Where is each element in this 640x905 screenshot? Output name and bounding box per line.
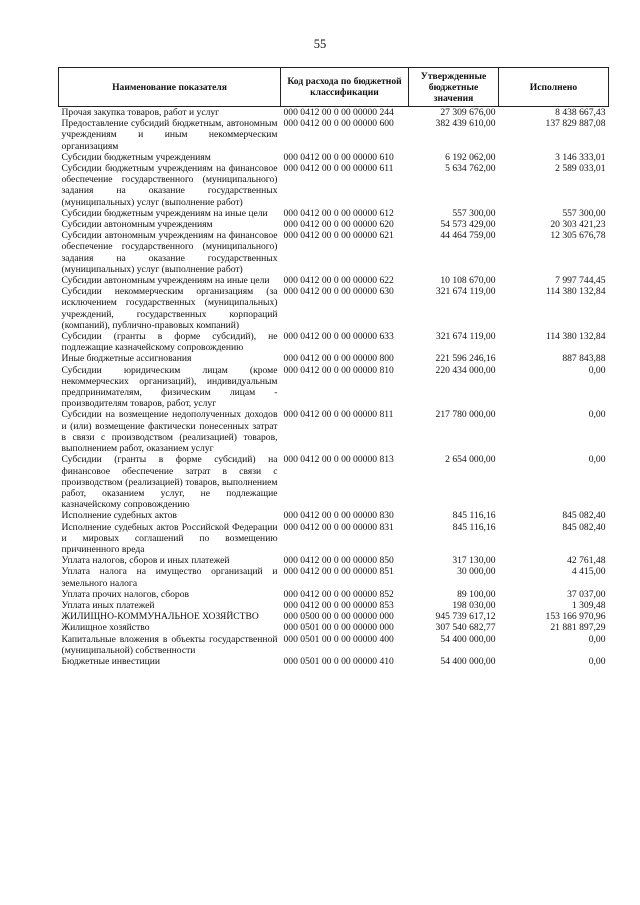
row-executed-value: 3 146 333,01 — [555, 151, 606, 163]
row-indicator-name: Уплата налога на имущество организаций и земельного налога — [61, 566, 278, 589]
table-row — [59, 611, 609, 622]
table-row — [59, 219, 609, 230]
row-indicator-name: Субсидии на возмещение недополученных доходов и (или) возмещение фактически понесенных затрат в связи с производством (реализацией) товаров, выполнением работ, оказанием услуг — [61, 409, 278, 455]
row-indicator-name: Субсидии юридическим лицам (кроме некоммерческих организаций), индивидуальным предпринимателям, физическим лицам - производителям товаров, работ, услуг — [61, 364, 278, 410]
row-approved-value: 220 434 000,00 — [435, 364, 496, 376]
row-approved-value: 845 116,16 — [452, 510, 496, 522]
row-indicator-name: Уплата иных платежей — [61, 599, 155, 611]
table-row — [59, 208, 609, 219]
row-budget-code: 000 0412 00 0 00 00000 831 — [283, 521, 394, 533]
table-row — [59, 107, 609, 119]
table-row — [59, 622, 609, 633]
row-executed-value: 42 761,48 — [567, 555, 606, 567]
row-budget-code: 000 0500 00 0 00 00000 000 — [283, 611, 394, 623]
row-budget-code: 000 0412 00 0 00 00000 810 — [283, 364, 394, 376]
table-row — [59, 555, 609, 566]
row-budget-code: 000 0412 00 0 00 00000 853 — [283, 599, 394, 611]
row-budget-code: 000 0412 00 0 00 00000 600 — [283, 118, 394, 130]
row-indicator-name: Уплата налогов, сборов и иных платежей — [61, 555, 230, 567]
table-row — [59, 454, 609, 510]
row-approved-value: 54 400 000,00 — [440, 633, 496, 645]
row-executed-value: 1 309,48 — [571, 599, 606, 611]
row-indicator-name: Исполнение судебных актов Российской Федерации и мировых соглашений по возмещению причиненного вреда — [61, 521, 278, 555]
row-executed-value: 845 082,40 — [562, 510, 606, 522]
row-budget-code: 000 0412 00 0 00 00000 621 — [283, 230, 394, 242]
table-row — [59, 118, 609, 152]
row-indicator-name: Субсидии бюджетным учреждениям на финансовое обеспечение государственного (муниципального) задания на оказание государственных (муниципальных) услуг (выполнение работ) — [61, 163, 278, 208]
row-approved-value: 5 634 762,00 — [445, 163, 496, 175]
row-approved-value: 317 130,00 — [452, 555, 496, 567]
row-approved-value: 217 780 000,00 — [435, 409, 496, 421]
header-budget-code: Код расхода по бюджетной классификации — [281, 68, 409, 107]
row-executed-value: 20 303 421,23 — [550, 219, 606, 231]
row-executed-value: 12 305 676,78 — [550, 230, 606, 242]
table-row — [59, 589, 609, 600]
table-row — [59, 566, 609, 588]
table-row — [59, 656, 609, 667]
row-budget-code: 000 0412 00 0 00 00000 610 — [283, 151, 394, 163]
row-approved-value: 54 400 000,00 — [440, 655, 496, 667]
row-executed-value: 21 881 897,29 — [550, 622, 606, 634]
row-budget-code: 000 0412 00 0 00 00000 611 — [283, 163, 394, 175]
row-indicator-name: Иные бюджетные ассигнования — [61, 353, 192, 365]
row-executed-value: 0,00 — [588, 655, 606, 667]
row-budget-code: 000 0412 00 0 00 00000 830 — [283, 510, 394, 522]
table-body — [59, 107, 609, 668]
row-executed-value: 4 415,00 — [571, 566, 606, 578]
row-approved-value: 30 000,00 — [457, 566, 496, 578]
table-row — [59, 634, 609, 656]
row-executed-value: 557 300,00 — [562, 207, 606, 219]
row-indicator-name: ЖИЛИЩНО-КОММУНАЛЬНОЕ ХОЗЯЙСТВО — [61, 611, 259, 623]
row-budget-code: 000 0412 00 0 00 00000 851 — [283, 566, 394, 578]
row-indicator-name: Субсидии бюджетным учреждениям — [61, 151, 211, 163]
row-executed-value: 0,00 — [588, 633, 606, 645]
row-executed-value: 137 829 887,08 — [545, 118, 606, 130]
row-budget-code: 000 0501 00 0 00 00000 410 — [283, 655, 394, 667]
row-indicator-name: Жилищное хозяйство — [61, 622, 150, 634]
row-budget-code: 000 0412 00 0 00 00000 622 — [283, 275, 394, 287]
row-approved-value: 27 309 676,00 — [440, 107, 496, 118]
row-executed-value: 887 843,88 — [562, 353, 606, 365]
row-budget-code: 000 0412 00 0 00 00000 633 — [283, 331, 394, 343]
row-indicator-name: Субсидии автономным учреждениям на иные цели — [61, 275, 270, 287]
row-approved-value: 382 439 610,00 — [435, 118, 496, 130]
row-indicator-name: Субсидии (гранты в форме субсидий), не подлежащие казначейскому сопровождению — [61, 331, 278, 354]
row-executed-value: 153 166 970,96 — [545, 611, 606, 623]
table-row — [59, 510, 609, 521]
row-indicator-name: Предоставление субсидий бюджетным, автономным учреждениям и иным некоммерческим организациям — [61, 118, 278, 152]
table-row — [59, 600, 609, 611]
row-approved-value: 221 596 246,16 — [435, 353, 496, 365]
row-approved-value: 945 739 617,12 — [435, 611, 496, 623]
row-budget-code: 000 0412 00 0 00 00000 244 — [283, 107, 394, 118]
row-approved-value: 10 108 670,00 — [440, 275, 496, 287]
row-approved-value: 198 030,00 — [452, 599, 496, 611]
row-budget-code: 000 0412 00 0 00 00000 630 — [283, 286, 394, 298]
row-executed-value: 8 438 667,43 — [555, 107, 606, 118]
row-indicator-name: Субсидии автономным учреждениям — [61, 219, 213, 231]
row-approved-value: 845 116,16 — [452, 521, 496, 533]
row-approved-value: 321 674 119,00 — [435, 331, 496, 343]
table-row — [59, 409, 609, 454]
row-budget-code: 000 0501 00 0 00 00000 000 — [283, 622, 394, 634]
row-indicator-name: Капитальные вложения в объекты государственной (муниципальной) собственности — [61, 633, 278, 656]
row-indicator-name: Субсидии (гранты в форме субсидий) на финансовое обеспечение затрат в связи с производством (реализацией) товаров, выполнением работ, оказанием услуг, не подлежащие казначейскому сопровождению — [61, 454, 278, 511]
row-approved-value: 54 573 429,00 — [440, 219, 496, 231]
row-budget-code: 000 0412 00 0 00 00000 850 — [283, 555, 394, 567]
table-header-row — [59, 68, 609, 107]
row-executed-value: 7 997 744,45 — [555, 275, 606, 287]
table-row — [59, 365, 609, 410]
row-approved-value: 44 464 759,00 — [440, 230, 496, 242]
table-row — [59, 522, 609, 556]
table-row — [59, 152, 609, 163]
header-approved-values: Утвержденные бюджетные значения — [409, 68, 499, 107]
row-approved-value: 321 674 119,00 — [435, 286, 496, 298]
row-indicator-name: Субсидии некоммерческим организациям (за исключением государственных (муниципальных) учреждений, государственных корпораций (компаний), публично-правовых компаний) — [61, 286, 278, 331]
row-approved-value: 6 192 062,00 — [445, 151, 496, 163]
header-executed: Исполнено — [499, 68, 609, 107]
row-executed-value: 37 037,00 — [567, 588, 606, 600]
row-indicator-name: Субсидии бюджетным учреждениям на иные цели — [61, 207, 268, 219]
table-row — [59, 163, 609, 208]
row-approved-value: 307 540 682,77 — [435, 622, 496, 634]
row-executed-value: 114 380 132,84 — [545, 286, 606, 298]
table-row — [59, 353, 609, 364]
row-indicator-name: Бюджетные инвестиции — [61, 655, 160, 667]
row-indicator-name: Прочая закупка товаров, работ и услуг — [61, 107, 220, 118]
header-indicator-name: Наименование показателя — [59, 68, 281, 107]
table-row — [59, 275, 609, 286]
row-executed-value: 114 380 132,84 — [545, 331, 606, 343]
table-row — [59, 331, 609, 353]
row-executed-value: 0,00 — [588, 454, 606, 466]
row-approved-value: 557 300,00 — [452, 207, 496, 219]
page-number: 55 — [313, 37, 327, 51]
row-executed-value: 845 082,40 — [562, 521, 606, 533]
row-indicator-name: Субсидии автономным учреждениям на финансовое обеспечение государственного (муниципального) задания на оказание государственных (муниципальных) услуг (выполнение работ) — [61, 230, 278, 275]
row-budget-code: 000 0412 00 0 00 00000 620 — [283, 219, 394, 231]
row-budget-code: 000 0501 00 0 00 00000 400 — [283, 633, 394, 645]
table-row — [59, 230, 609, 275]
row-indicator-name: Уплата прочих налогов, сборов — [61, 588, 190, 600]
row-indicator-name: Исполнение судебных актов — [61, 510, 177, 522]
table-row — [59, 286, 609, 331]
budget-execution-table — [58, 67, 609, 667]
row-budget-code: 000 0412 00 0 00 00000 800 — [283, 353, 394, 365]
row-budget-code: 000 0412 00 0 00 00000 612 — [283, 207, 394, 219]
row-budget-code: 000 0412 00 0 00 00000 811 — [283, 409, 394, 421]
row-budget-code: 000 0412 00 0 00 00000 852 — [283, 588, 394, 600]
row-executed-value: 2 589 033,01 — [555, 163, 606, 175]
row-approved-value: 89 100,00 — [457, 588, 496, 600]
row-budget-code: 000 0412 00 0 00 00000 813 — [283, 454, 394, 466]
row-executed-value: 0,00 — [588, 409, 606, 421]
row-executed-value: 0,00 — [588, 364, 606, 376]
row-approved-value: 2 654 000,00 — [445, 454, 496, 466]
